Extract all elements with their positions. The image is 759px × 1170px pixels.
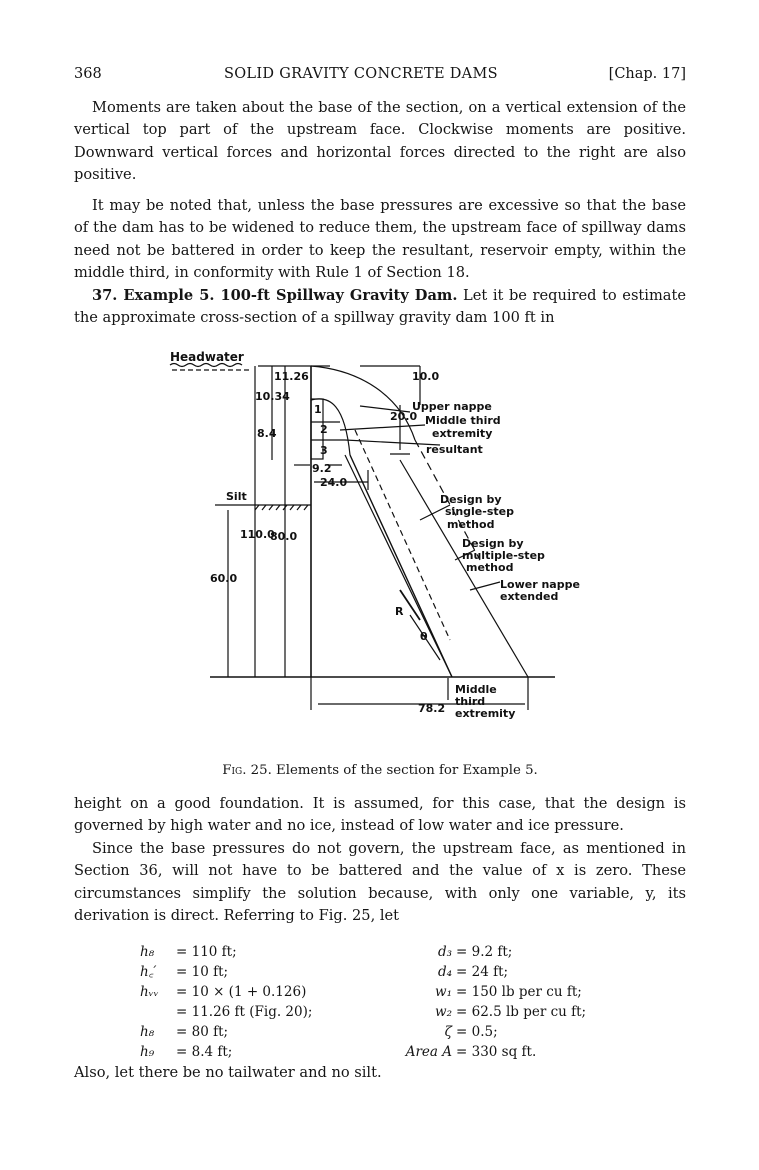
paragraph-design-assumption: height on a good foundation. It is assumed, for this case, that the design is governed by high water and no ice, instead of low water and ice pressure. <box>74 795 686 835</box>
eq-value: = 330 sq ft. <box>456 1044 537 1060</box>
eq-symbol: ζ <box>444 1024 452 1040</box>
point-2-label: 2 <box>320 423 328 436</box>
running-title: SOLID GRAVITY CONCRETE DAMS <box>224 66 498 82</box>
equations-right <box>400 942 586 1062</box>
middle-third-bottom-label-2: third <box>455 695 486 708</box>
eq-symbol: h₉ <box>140 1044 155 1060</box>
equation-row <box>140 1022 312 1042</box>
eq-value: = 9.2 ft; <box>456 944 513 960</box>
dim-80-0: 80.0 <box>270 530 298 543</box>
equations-left <box>140 942 312 1062</box>
lower-nappe-label-2: extended <box>500 590 559 603</box>
eq-symbol: d₄ <box>437 964 452 980</box>
middle-third-top-label-1: Middle third <box>425 414 501 427</box>
middle-third-bottom-label-1: Middle <box>455 683 497 696</box>
single-step-label-1: Design by <box>440 493 502 506</box>
equation-row <box>400 1022 586 1042</box>
eq-symbol: hᵥᵥ <box>140 984 159 1000</box>
eq-symbol: h₈ <box>140 1024 155 1040</box>
dim-10-0: 10.0 <box>412 370 440 383</box>
paragraph-moments: Moments are taken about the base of the section, on a vertical extension of the vertical top part of the upstream face. Clockwise moments are positive. Downward vertical forces and horizontal forces directed to the right are also positive. <box>74 99 686 183</box>
chapter-label: [Chap. 17] <box>608 66 686 82</box>
equation-row <box>400 1002 586 1022</box>
section-intro-text: Let it be required to estimate the approximate cross-section of a spillway gravity dam 100 ft in <box>74 287 687 327</box>
eq-symbol: h₈ <box>140 944 155 960</box>
point-1-label: 1 <box>314 403 322 416</box>
lower-nappe-label-1: Lower nappe <box>500 578 580 591</box>
figure-caption-text: Elements of the section for Example 5. <box>276 763 538 778</box>
eq-symbol: h꜀′ <box>140 964 157 980</box>
silt-label: Silt <box>226 490 247 503</box>
paragraph-circumstances: Since the base pressures do not govern, the upstream face, as mentioned in Section 36, will not have to be battered and the value of x is zero. These circumstances simplify the solution because, with only one variable, y, its derivation is direct. Referring to Fig. 25, let <box>74 840 686 924</box>
theta-label: θ <box>420 630 428 643</box>
dim-60-0: 60.0 <box>210 572 238 585</box>
equation-row <box>400 962 586 982</box>
location-resultant-label-1: resultant <box>426 443 483 456</box>
equation-row <box>140 962 312 982</box>
equation-row <box>400 982 586 1002</box>
paragraph-battering: It may be noted that, unless the base pressures are excessive so that the base of the dam has to be widened to reduce them, the upstream face of spillway dams need not be battered in order to keep the resultant, reservoir empty, within the middle third, in conformity with Rule 1 of Section 18. <box>74 197 686 281</box>
eq-value: = 8.4 ft; <box>176 1044 233 1060</box>
eq-value: = 0.5; <box>456 1024 498 1040</box>
single-step-label-2: single-step <box>445 505 514 518</box>
dim-10-34: 10.34 <box>255 390 290 403</box>
eq-value: = 62.5 lb per cu ft; <box>456 1004 587 1020</box>
equation-row <box>140 942 312 962</box>
multi-step-label-1: Design by <box>462 537 524 550</box>
dim-9-2: 9.2 <box>312 462 332 475</box>
closing-sentence: Also, let there be no tailwater and no silt. <box>74 1064 382 1081</box>
figure-caption-prefix: Fig. 25. <box>222 763 272 778</box>
headwater-label: Headwater <box>170 350 244 364</box>
section-heading: 37. Example 5. 100-ft Spillway Gravity Dam. <box>92 287 458 304</box>
eq-value: = 150 lb per cu ft; <box>456 984 582 1000</box>
dim-11-26: 11.26 <box>274 370 309 383</box>
multi-step-label-3: method <box>466 561 514 574</box>
page-number: 368 <box>74 66 102 82</box>
figure-caption <box>74 763 686 778</box>
middle-third-bottom-label-3: extremity <box>455 707 516 720</box>
eq-value: = 24 ft; <box>456 964 509 980</box>
dim-20-0: 20.0 <box>390 410 418 423</box>
eq-value: = 10 ft; <box>176 964 229 980</box>
dim-8-4: 8.4 <box>257 427 277 440</box>
upper-nappe-label: Upper nappe <box>412 400 492 413</box>
eq-symbol: d₃ <box>437 944 452 960</box>
dim-110-0: 110.0 <box>240 528 275 541</box>
single-step-label-3: method <box>447 518 495 531</box>
equation-row <box>140 1002 312 1022</box>
equation-row <box>400 942 586 962</box>
dim-24-0: 24.0 <box>320 476 348 489</box>
eq-symbol <box>140 1002 176 1022</box>
equation-row <box>140 1042 312 1062</box>
point-3-label: 3 <box>320 444 328 457</box>
eq-symbol: w₁ <box>435 984 452 1000</box>
eq-symbol: w₂ <box>435 1004 452 1020</box>
eq-value: = 10 × (1 + 0.126) <box>176 984 307 1000</box>
r-arrow-label: R <box>395 605 404 618</box>
equation-row <box>140 982 312 1002</box>
middle-third-top-label-2: extremity <box>432 427 493 440</box>
equation-row <box>400 1042 586 1062</box>
eq-value: = 110 ft; <box>176 944 237 960</box>
dim-78-2: 78.2 <box>418 702 446 715</box>
eq-symbol: Area A <box>405 1044 452 1060</box>
multi-step-label-2: multiple-step <box>462 549 545 562</box>
eq-value: = 80 ft; <box>176 1024 229 1040</box>
eq-value: = 11.26 ft (Fig. 20); <box>176 1004 313 1020</box>
